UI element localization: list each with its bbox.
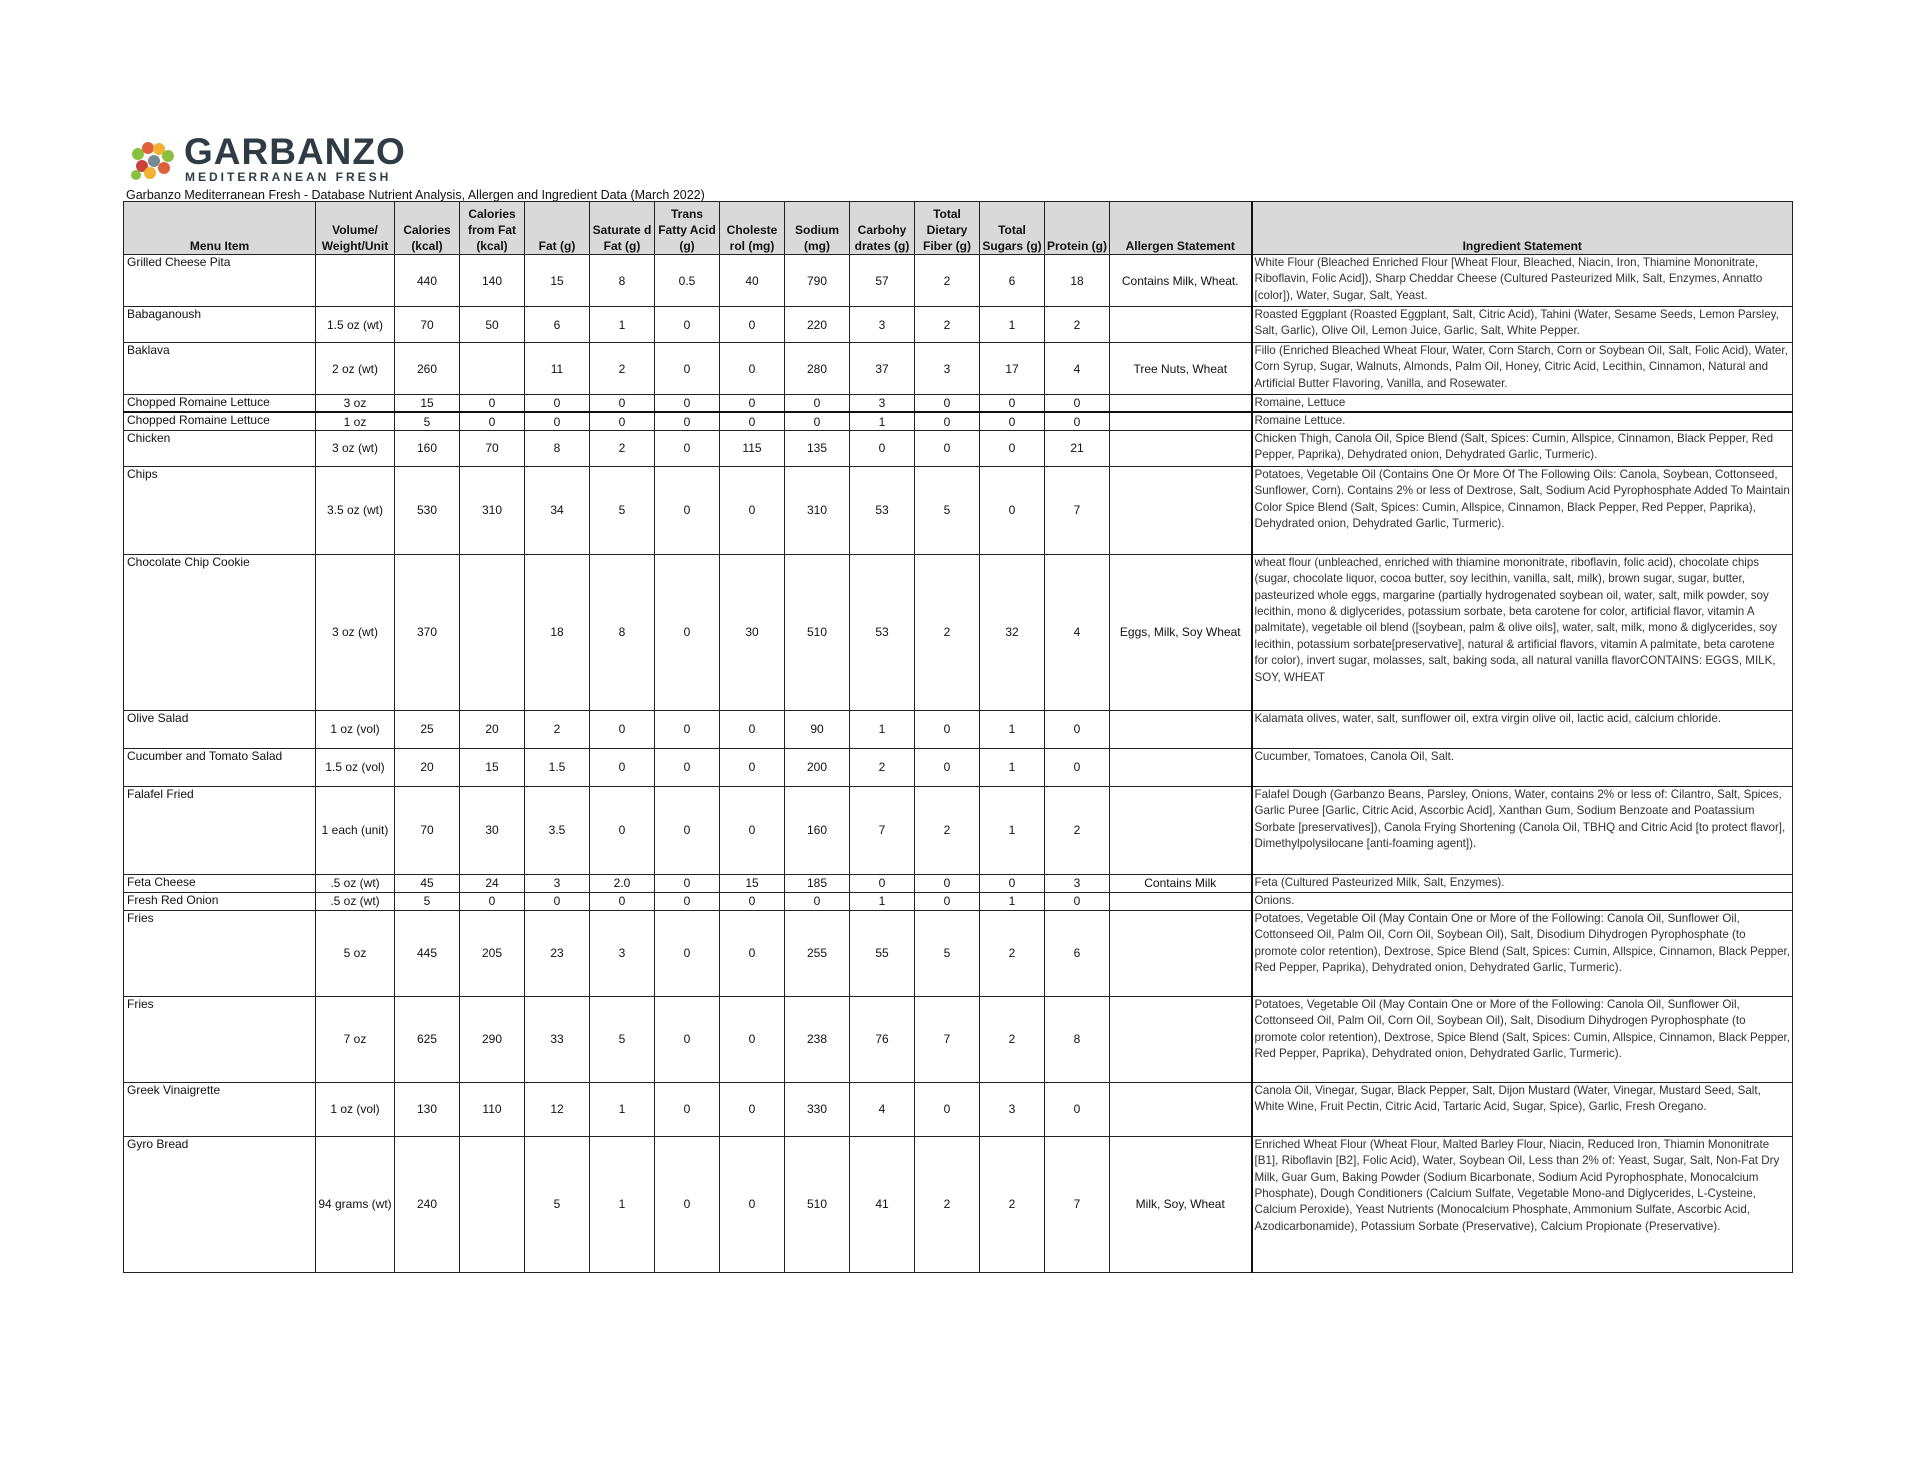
brand-name: GARBANZO [184, 131, 406, 172]
cell-trans-fat: 0.5 [655, 255, 720, 307]
cell-fat: 5 [525, 1136, 590, 1272]
cell-ingredient: White Flour (Bleached Enriched Flour [Wheat Flour, Bleached, Niacin, Iron, Thiamine Mononitrate, Riboflavin, Folic Acid]), Sharp Cheddar Cheese (Cultured Pasteurized Milk, Salt, Enzymes, Annatto [color]), Water, Sugar, Salt, Yeast. [1252, 255, 1793, 307]
cell-carbohydrates: 3 [850, 395, 915, 413]
header-allergen: Allergen Statement [1110, 202, 1252, 255]
cell-sodium: 220 [785, 307, 850, 343]
cell-calories: 160 [395, 430, 460, 466]
cell-calories-from-fat: 50 [460, 307, 525, 343]
cell-calories-from-fat: 290 [460, 996, 525, 1082]
cell-sodium: 135 [785, 430, 850, 466]
cell-protein: 18 [1045, 255, 1110, 307]
cell-fat: 1.5 [525, 748, 590, 786]
cell-calories: 240 [395, 1136, 460, 1272]
cell-sugars: 0 [980, 466, 1045, 554]
cell-sodium: 238 [785, 996, 850, 1082]
cell-fiber: 0 [915, 412, 980, 430]
cell-calories: 625 [395, 996, 460, 1082]
cell-trans-fat: 0 [655, 412, 720, 430]
cell-cholesterol: 0 [720, 786, 785, 874]
cell-sodium: 90 [785, 710, 850, 748]
cell-volume: 1 each (unit) [316, 786, 395, 874]
cell-calories: 530 [395, 466, 460, 554]
cell-fiber: 0 [915, 874, 980, 892]
cell-sugars: 2 [980, 910, 1045, 996]
cell-trans-fat: 0 [655, 910, 720, 996]
cell-calories: 25 [395, 710, 460, 748]
cell-protein: 0 [1045, 395, 1110, 413]
cell-protein: 21 [1045, 430, 1110, 466]
header-saturated-fat: Saturate d Fat (g) [590, 202, 655, 255]
cell-trans-fat: 0 [655, 996, 720, 1082]
cell-fat: 8 [525, 430, 590, 466]
table-row [124, 1082, 1793, 1136]
cell-sugars: 2 [980, 996, 1045, 1082]
cell-menu-item: Chopped Romaine Lettuce [124, 395, 316, 413]
cell-sugars: 0 [980, 430, 1045, 466]
cell-trans-fat: 0 [655, 554, 720, 710]
cell-menu-item: Chips [124, 466, 316, 554]
table-row [124, 786, 1793, 874]
cell-volume: .5 oz (wt) [316, 892, 395, 910]
cell-protein: 0 [1045, 710, 1110, 748]
cell-calories: 130 [395, 1082, 460, 1136]
cell-trans-fat: 0 [655, 710, 720, 748]
cell-cholesterol: 0 [720, 307, 785, 343]
cell-protein: 7 [1045, 1136, 1110, 1272]
cell-trans-fat: 0 [655, 892, 720, 910]
cell-ingredient: Potatoes, Vegetable Oil (Contains One Or More Of The Following Oils: Canola, Soybean, Cottonseed, Sunflower, Corn). Contains 2% or less of Dextrose, Salt, Sodium Acid Pyrophosphate Added To Maintain Color Spice Blend (Salt, Spices: Cumin, Allspice, Cinnamon, Black Pepper, Red Pepper, Paprika), Dehydrated onion, Dehydrated Garlic, Turmeric). [1252, 466, 1793, 554]
cell-allergen: Tree Nuts, Wheat [1110, 343, 1252, 395]
cell-cholesterol: 30 [720, 554, 785, 710]
cell-sodium: 510 [785, 1136, 850, 1272]
cell-ingredient: Romaine, Lettuce [1252, 395, 1793, 413]
cell-carbohydrates: 3 [850, 307, 915, 343]
cell-protein: 8 [1045, 996, 1110, 1082]
cell-protein: 3 [1045, 874, 1110, 892]
cell-allergen [1110, 748, 1252, 786]
cell-cholesterol: 15 [720, 874, 785, 892]
cell-trans-fat: 0 [655, 786, 720, 874]
cell-sugars: 1 [980, 748, 1045, 786]
cell-allergen [1110, 307, 1252, 343]
header-ingredient: Ingredient Statement [1252, 202, 1793, 255]
cell-saturated-fat: 0 [590, 412, 655, 430]
cell-fat: 0 [525, 892, 590, 910]
cell-sugars: 0 [980, 395, 1045, 413]
cell-allergen [1110, 710, 1252, 748]
cell-menu-item: Feta Cheese [124, 874, 316, 892]
cell-calories-from-fat: 0 [460, 395, 525, 413]
cell-saturated-fat: 0 [590, 710, 655, 748]
cell-sugars: 0 [980, 874, 1045, 892]
cell-allergen: Contains Milk [1110, 874, 1252, 892]
cell-fiber: 0 [915, 892, 980, 910]
table-row [124, 996, 1793, 1082]
cell-menu-item: Fresh Red Onion [124, 892, 316, 910]
cell-calories: 70 [395, 307, 460, 343]
cell-sugars: 1 [980, 710, 1045, 748]
cell-fiber: 2 [915, 255, 980, 307]
cell-menu-item: Baklava [124, 343, 316, 395]
cell-ingredient: Onions. [1252, 892, 1793, 910]
table-row [124, 910, 1793, 996]
cell-carbohydrates: 37 [850, 343, 915, 395]
cell-saturated-fat: 3 [590, 910, 655, 996]
cell-saturated-fat: 1 [590, 1082, 655, 1136]
cell-calories: 70 [395, 786, 460, 874]
cell-sugars: 2 [980, 1136, 1045, 1272]
header-trans-fat: Trans Fatty Acid (g) [655, 202, 720, 255]
cell-saturated-fat: 2 [590, 430, 655, 466]
header-carbohydrates: Carbohy drates (g) [850, 202, 915, 255]
cell-fiber: 0 [915, 430, 980, 466]
table-row [124, 395, 1793, 413]
cell-cholesterol: 0 [720, 343, 785, 395]
cell-trans-fat: 0 [655, 430, 720, 466]
cell-calories-from-fat: 24 [460, 874, 525, 892]
cell-sugars: 6 [980, 255, 1045, 307]
cell-trans-fat: 0 [655, 1136, 720, 1272]
cell-cholesterol: 40 [720, 255, 785, 307]
cell-fat: 18 [525, 554, 590, 710]
cell-menu-item: Grilled Cheese Pita [124, 255, 316, 307]
cell-carbohydrates: 53 [850, 554, 915, 710]
cell-menu-item: Fries [124, 996, 316, 1082]
cell-menu-item: Chopped Romaine Lettuce [124, 412, 316, 430]
cell-volume: 2 oz (wt) [316, 343, 395, 395]
cell-cholesterol: 0 [720, 412, 785, 430]
cell-calories: 440 [395, 255, 460, 307]
cell-calories-from-fat: 30 [460, 786, 525, 874]
cell-sodium: 255 [785, 910, 850, 996]
cell-fiber: 2 [915, 307, 980, 343]
cell-menu-item: Chicken [124, 430, 316, 466]
cell-protein: 2 [1045, 786, 1110, 874]
cell-sodium: 330 [785, 1082, 850, 1136]
cell-ingredient: wheat flour (unbleached, enriched with thiamine mononitrate, riboflavin, folic acid), chocolate chips (sugar, chocolate liquor, cocoa butter, soy lecithin, vanilla, salt, milk), brown sugar, sugar, butter, pasteurized whole eggs, margarine (partially hydrogenated soybean oil, water, salt, milk powder, soy lecithin, mono & diglycerides, potassium sorbate, beta carotene for color, artificial flavor, vitamin A palmitate), vegetable oil blend ([soybean, palm & olive oils], water, salt, milk, mono & diglycerides, soy lecithin, potassium sorbate[preservative], natural & artificial flavors, vitamin A palmitate, beta carotene for color), invert sugar, molasses, salt, baking soda, all natural vanilla flavorCONTAINS: EGGS, MILK, SOY, WHEAT [1252, 554, 1793, 710]
cell-trans-fat: 0 [655, 874, 720, 892]
brand-logo [128, 131, 406, 184]
table-row [124, 466, 1793, 554]
cell-ingredient: Potatoes, Vegetable Oil (May Contain One or More of the Following: Canola Oil, Sunflower Oil, Cottonseed Oil, Palm Oil, Corn Oil, Soybean Oil), Salt, Disodium Dihydrogen Pyrophosphate (to promote color retention), Dextrose, Spice Blend (Salt, Spices: Cumin, Allspice, Cinnamon, Black Pepper, Red Pepper, Paprika), Dehydrated onion, Dehydrated Garlic, Turmeric). [1252, 996, 1793, 1082]
cell-sodium: 790 [785, 255, 850, 307]
header-calories-from-fat: Calories from Fat (kcal) [460, 202, 525, 255]
cell-ingredient: Falafel Dough (Garbanzo Beans, Parsley, Onions, Water, contains 2% or less of: Cilantro, Salt, Spices, Garlic Puree [Garlic, Citric Acid, Ascorbic Acid], Xanthan Gum, Sodium Benzoate and Poatassium Sorbate [preservatives]), Canola Frying Shortening (Canola Oil, TBHQ and Citric Acid [to protect flavor], Dimethylpolysilocane [anti-foaming agent]). [1252, 786, 1793, 874]
cell-sodium: 0 [785, 395, 850, 413]
cell-sodium: 160 [785, 786, 850, 874]
table-row [124, 748, 1793, 786]
cell-fiber: 5 [915, 466, 980, 554]
cell-fat: 3 [525, 874, 590, 892]
cell-ingredient: Fillo (Enriched Bleached Wheat Flour, Water, Corn Starch, Corn or Soybean Oil, Salt, Folic Acid), Water, Corn Syrup, Sugar, Walnuts, Almonds, Palm Oil, Honey, Citric Acid, Lecithin, Cinnamon, Natural and Artificial Butter Flavoring, Vanilla, and Rosewater. [1252, 343, 1793, 395]
cell-allergen [1110, 892, 1252, 910]
cell-protein: 4 [1045, 554, 1110, 710]
header-calories: Calories (kcal) [395, 202, 460, 255]
cell-calories-from-fat [460, 554, 525, 710]
cell-saturated-fat: 0 [590, 395, 655, 413]
cell-ingredient: Romaine Lettuce. [1252, 412, 1793, 430]
cell-carbohydrates: 57 [850, 255, 915, 307]
cell-protein: 0 [1045, 1082, 1110, 1136]
cell-fiber: 2 [915, 1136, 980, 1272]
cell-allergen: Milk, Soy, Wheat [1110, 1136, 1252, 1272]
cell-protein: 0 [1045, 892, 1110, 910]
cell-volume: 3 oz (wt) [316, 554, 395, 710]
table-row [124, 1136, 1793, 1272]
cell-cholesterol: 0 [720, 996, 785, 1082]
cell-protein: 2 [1045, 307, 1110, 343]
cell-calories: 5 [395, 892, 460, 910]
cell-ingredient: Feta (Cultured Pasteurized Milk, Salt, Enzymes). [1252, 874, 1793, 892]
cell-carbohydrates: 1 [850, 412, 915, 430]
brand-tagline: MEDITERRANEAN FRESH [185, 170, 392, 184]
cell-volume: .5 oz (wt) [316, 874, 395, 892]
cell-fiber: 7 [915, 996, 980, 1082]
cell-carbohydrates: 0 [850, 874, 915, 892]
cell-trans-fat: 0 [655, 1082, 720, 1136]
table-row [124, 554, 1793, 710]
cell-sodium: 200 [785, 748, 850, 786]
cell-carbohydrates: 0 [850, 430, 915, 466]
cell-fat: 3.5 [525, 786, 590, 874]
cell-trans-fat: 0 [655, 395, 720, 413]
cell-carbohydrates: 41 [850, 1136, 915, 1272]
cell-menu-item: Olive Salad [124, 710, 316, 748]
cell-menu-item: Fries [124, 910, 316, 996]
cell-calories: 15 [395, 395, 460, 413]
table-row [124, 874, 1793, 892]
cell-sugars: 0 [980, 412, 1045, 430]
cell-calories-from-fat [460, 343, 525, 395]
cell-fiber: 2 [915, 786, 980, 874]
cell-allergen [1110, 466, 1252, 554]
cell-allergen [1110, 395, 1252, 413]
cell-fiber: 3 [915, 343, 980, 395]
cell-ingredient: Roasted Eggplant (Roasted Eggplant, Salt, Citric Acid), Tahini (Water, Sesame Seeds, Lemon Parsley, Salt, Garlic), Olive Oil, Lemon Juice, Garlic, Salt, White Pepper. [1252, 307, 1793, 343]
cell-allergen [1110, 412, 1252, 430]
cell-carbohydrates: 1 [850, 710, 915, 748]
header-sodium: Sodium (mg) [785, 202, 850, 255]
cell-calories-from-fat [460, 1136, 525, 1272]
cell-carbohydrates: 7 [850, 786, 915, 874]
header-volume: Volume/ Weight/Unit [316, 202, 395, 255]
cell-fat: 2 [525, 710, 590, 748]
header-fat: Fat (g) [525, 202, 590, 255]
header-row [124, 202, 1793, 255]
cell-protein: 4 [1045, 343, 1110, 395]
cell-menu-item: Greek Vinaigrette [124, 1082, 316, 1136]
cell-sugars: 1 [980, 892, 1045, 910]
cell-fiber: 0 [915, 1082, 980, 1136]
cell-menu-item: Falafel Fried [124, 786, 316, 874]
cell-ingredient: Kalamata olives, water, salt, sunflower oil, extra virgin olive oil, lactic acid, calcium chloride. [1252, 710, 1793, 748]
document-subtitle: Garbanzo Mediterranean Fresh - Database Nutrient Analysis, Allergen and Ingredient Data (March 2022) [126, 188, 705, 202]
cell-cholesterol: 0 [720, 395, 785, 413]
cell-sodium: 510 [785, 554, 850, 710]
cell-sodium: 0 [785, 412, 850, 430]
cell-calories-from-fat: 0 [460, 892, 525, 910]
cell-sodium: 310 [785, 466, 850, 554]
cell-calories-from-fat: 15 [460, 748, 525, 786]
cell-fat: 33 [525, 996, 590, 1082]
cell-fiber: 0 [915, 710, 980, 748]
cell-fiber: 2 [915, 554, 980, 710]
cell-menu-item: Chocolate Chip Cookie [124, 554, 316, 710]
cell-volume: 1 oz [316, 412, 395, 430]
cell-carbohydrates: 1 [850, 892, 915, 910]
cell-fiber: 0 [915, 748, 980, 786]
cell-volume: 1 oz (vol) [316, 710, 395, 748]
cell-trans-fat: 0 [655, 466, 720, 554]
cell-cholesterol: 0 [720, 1082, 785, 1136]
cell-sodium: 280 [785, 343, 850, 395]
cell-ingredient: Chicken Thigh, Canola Oil, Spice Blend (Salt, Spices: Cumin, Allspice, Cinnamon, Black Pepper, Red Pepper, Paprika), Dehydrated onion, Dehydrated Garlic, Turmeric). [1252, 430, 1793, 466]
cell-calories-from-fat: 0 [460, 412, 525, 430]
header-cholesterol: Choleste rol (mg) [720, 202, 785, 255]
cell-volume: 1 oz (vol) [316, 1082, 395, 1136]
cell-calories: 260 [395, 343, 460, 395]
cell-protein: 7 [1045, 466, 1110, 554]
cell-trans-fat: 0 [655, 307, 720, 343]
cell-protein: 0 [1045, 412, 1110, 430]
cell-calories: 20 [395, 748, 460, 786]
cell-sugars: 3 [980, 1082, 1045, 1136]
cell-volume: 94 grams (wt) [316, 1136, 395, 1272]
table-row [124, 710, 1793, 748]
cell-protein: 6 [1045, 910, 1110, 996]
cell-fat: 0 [525, 395, 590, 413]
cell-carbohydrates: 4 [850, 1082, 915, 1136]
cell-saturated-fat: 1 [590, 307, 655, 343]
cell-saturated-fat: 0 [590, 748, 655, 786]
cell-fiber: 0 [915, 395, 980, 413]
cell-allergen [1110, 910, 1252, 996]
cell-fiber: 5 [915, 910, 980, 996]
table-row [124, 430, 1793, 466]
cell-calories: 445 [395, 910, 460, 996]
cell-saturated-fat: 8 [590, 255, 655, 307]
cell-volume: 3 oz [316, 395, 395, 413]
nutrition-table [123, 201, 1793, 1273]
cell-cholesterol: 0 [720, 892, 785, 910]
cell-volume: 1.5 oz (vol) [316, 748, 395, 786]
cell-calories-from-fat: 310 [460, 466, 525, 554]
table-row [124, 412, 1793, 430]
cell-allergen: Eggs, Milk, Soy Wheat [1110, 554, 1252, 710]
cell-calories: 45 [395, 874, 460, 892]
cell-trans-fat: 0 [655, 748, 720, 786]
cell-sugars: 1 [980, 786, 1045, 874]
cell-carbohydrates: 2 [850, 748, 915, 786]
cell-saturated-fat: 1 [590, 1136, 655, 1272]
cell-carbohydrates: 76 [850, 996, 915, 1082]
cell-calories-from-fat: 110 [460, 1082, 525, 1136]
garbanzo-logo-icon [128, 140, 180, 182]
cell-volume: 3 oz (wt) [316, 430, 395, 466]
cell-volume: 7 oz [316, 996, 395, 1082]
cell-allergen [1110, 430, 1252, 466]
cell-menu-item: Cucumber and Tomato Salad [124, 748, 316, 786]
cell-menu-item: Babaganoush [124, 307, 316, 343]
cell-calories-from-fat: 140 [460, 255, 525, 307]
header-sugars: Total Sugars (g) [980, 202, 1045, 255]
cell-sodium: 185 [785, 874, 850, 892]
cell-calories-from-fat: 205 [460, 910, 525, 996]
cell-saturated-fat: 5 [590, 996, 655, 1082]
cell-fat: 0 [525, 412, 590, 430]
table-row [124, 343, 1793, 395]
cell-cholesterol: 115 [720, 430, 785, 466]
cell-fat: 6 [525, 307, 590, 343]
cell-calories: 5 [395, 412, 460, 430]
cell-sugars: 32 [980, 554, 1045, 710]
cell-fat: 12 [525, 1082, 590, 1136]
cell-calories-from-fat: 20 [460, 710, 525, 748]
cell-volume: 1.5 oz (wt) [316, 307, 395, 343]
table-row [124, 255, 1793, 307]
cell-allergen: Contains Milk, Wheat. [1110, 255, 1252, 307]
cell-trans-fat: 0 [655, 343, 720, 395]
cell-calories-from-fat: 70 [460, 430, 525, 466]
cell-cholesterol: 0 [720, 910, 785, 996]
cell-fat: 34 [525, 466, 590, 554]
cell-ingredient: Canola Oil, Vinegar, Sugar, Black Pepper, Salt, Dijon Mustard (Water, Vinegar, Mustard Seed, Salt, White Wine, Fruit Pectin, Citric Acid, Tartaric Acid, Sugar, Spice), Garlic, Fresh Oregano. [1252, 1082, 1793, 1136]
cell-protein: 0 [1045, 748, 1110, 786]
cell-menu-item: Gyro Bread [124, 1136, 316, 1272]
cell-fat: 11 [525, 343, 590, 395]
cell-fat: 15 [525, 255, 590, 307]
cell-allergen [1110, 786, 1252, 874]
header-protein: Protein (g) [1045, 202, 1110, 255]
cell-carbohydrates: 53 [850, 466, 915, 554]
cell-sugars: 1 [980, 307, 1045, 343]
cell-volume [316, 255, 395, 307]
cell-saturated-fat: 0 [590, 786, 655, 874]
cell-sugars: 17 [980, 343, 1045, 395]
cell-carbohydrates: 55 [850, 910, 915, 996]
cell-calories: 370 [395, 554, 460, 710]
cell-cholesterol: 0 [720, 466, 785, 554]
cell-saturated-fat: 8 [590, 554, 655, 710]
cell-saturated-fat: 5 [590, 466, 655, 554]
cell-saturated-fat: 2 [590, 343, 655, 395]
cell-saturated-fat: 2.0 [590, 874, 655, 892]
cell-sodium: 0 [785, 892, 850, 910]
header-fiber: Total Dietary Fiber (g) [915, 202, 980, 255]
cell-cholesterol: 0 [720, 710, 785, 748]
header-menu-item: Menu Item [124, 202, 316, 255]
cell-cholesterol: 0 [720, 748, 785, 786]
cell-ingredient: Enriched Wheat Flour (Wheat Flour, Malted Barley Flour, Niacin, Reduced Iron, Thiamin Mononitrate [B1], Riboflavin [B2], Folic Acid), Water, Soybean Oil, Less than 2% of: Yeast, Sugar, Salt, Non-Fat Dry Milk, Guar Gum, Baking Powder (Sodium Bicarbonate, Sodium Acid Pyrophosphate, Monocalcium Phosphate), Dough Conditioners (Calcium Sulfate, Vegetable Mono-and Diglycerides, L-Cysteine, Calcium Peroxide), Yeast Nutrients (Monocalcium Phosphate, Ammonium Sulfate, Ascorbic Acid, Azodicarbonamide), Potassium Sorbate (Preservative), Calcium Propionate (Preservative). [1252, 1136, 1793, 1272]
cell-allergen [1110, 1082, 1252, 1136]
table-row [124, 892, 1793, 910]
cell-volume: 3.5 oz (wt) [316, 466, 395, 554]
cell-saturated-fat: 0 [590, 892, 655, 910]
cell-volume: 5 oz [316, 910, 395, 996]
cell-ingredient: Potatoes, Vegetable Oil (May Contain One or More of the Following: Canola Oil, Sunflower Oil, Cottonseed Oil, Palm Oil, Corn Oil, Soybean Oil), Salt, Disodium Dihydrogen Pyrophosphate (to promote color retention), Dextrose, Spice Blend (Salt, Spices: Cumin, Allspice, Cinnamon, Black Pepper, Red Pepper, Paprika), Dehydrated onion, Dehydrated Garlic, Turmeric). [1252, 910, 1793, 996]
cell-allergen [1110, 996, 1252, 1082]
cell-fat: 23 [525, 910, 590, 996]
table-row [124, 307, 1793, 343]
cell-cholesterol: 0 [720, 1136, 785, 1272]
cell-ingredient: Cucumber, Tomatoes, Canola Oil, Salt. [1252, 748, 1793, 786]
